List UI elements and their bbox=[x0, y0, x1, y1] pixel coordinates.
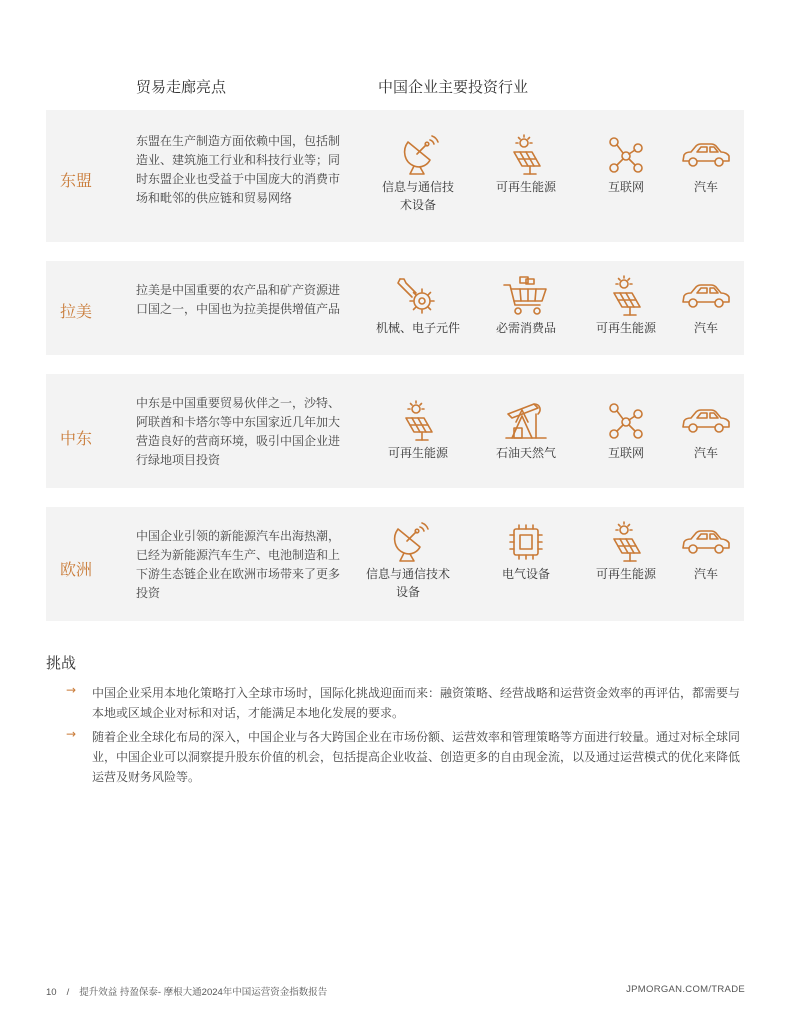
industry-item bbox=[368, 400, 468, 462]
region-row-europe bbox=[46, 507, 744, 621]
industry-label: 石油天然气 bbox=[495, 446, 556, 460]
solar-panel-icon bbox=[500, 134, 552, 176]
industry-item bbox=[656, 521, 756, 583]
industry-label: 信息与通信技术设备 bbox=[381, 180, 454, 212]
industry-item bbox=[656, 134, 756, 196]
solar-panel-icon bbox=[600, 275, 652, 317]
page-footer bbox=[0, 984, 791, 1000]
industry-label: 信息与通信技术设备 bbox=[366, 567, 451, 599]
industry-label: 互联网 bbox=[607, 446, 644, 460]
industry-label: 汽车 bbox=[693, 567, 718, 581]
industry-label: 可再生能源 bbox=[595, 567, 656, 581]
column-header-highlights: 贸易走廊亮点 bbox=[136, 78, 227, 96]
industry-label: 互联网 bbox=[607, 180, 644, 194]
oil-pump-icon bbox=[500, 400, 552, 442]
page-number: 10 bbox=[46, 987, 57, 998]
region-description: 中国企业引领的新能源汽车出海热潮，已经为新能源汽车生产、电池制造和上下游生态链企业在欧洲市场带来了更多投资 bbox=[136, 529, 341, 600]
industry-item bbox=[656, 400, 756, 462]
region-description: 东盟在生产制造方面依赖中国，包括制造业、建筑施工行业和科技行业等；同时东盟企业也受益于中国庞大的消费市场和毗邻的供应链和贸易网络 bbox=[136, 134, 341, 205]
table-header bbox=[0, 76, 791, 100]
region-row-middle-east bbox=[46, 374, 744, 488]
challenges-heading: 挑战 bbox=[46, 654, 77, 672]
shopping-cart-icon bbox=[500, 275, 552, 317]
industry-item bbox=[476, 521, 576, 583]
solar-panel-icon bbox=[392, 400, 444, 442]
region-name: 拉美 bbox=[60, 302, 93, 321]
industry-label: 汽车 bbox=[693, 446, 718, 460]
industry-item bbox=[358, 521, 458, 601]
arrow-right-icon: → bbox=[66, 683, 77, 697]
industry-item bbox=[476, 134, 576, 196]
footer-separator: / bbox=[66, 987, 70, 998]
region-description: 中东是中国重要贸易伙伴之一，沙特、阿联酋和卡塔尔等中东国家近几年加大营造良好的营商环境，吸引中国企业进行绿地项目投资 bbox=[136, 396, 341, 467]
industry-label: 可再生能源 bbox=[595, 321, 656, 335]
industry-label: 汽车 bbox=[693, 321, 718, 335]
industry-label: 电气设备 bbox=[501, 567, 550, 581]
network-icon bbox=[600, 134, 652, 176]
industry-item bbox=[368, 134, 468, 214]
car-icon bbox=[680, 134, 732, 176]
car-icon bbox=[680, 275, 732, 317]
industry-item bbox=[476, 275, 576, 337]
industry-item bbox=[476, 400, 576, 462]
industry-label: 机械、电子元件 bbox=[375, 321, 460, 335]
car-icon bbox=[680, 521, 732, 563]
region-description: 拉美是中国重要的农产品和矿产资源进口国之一，中国也为拉美提供增值产品 bbox=[136, 283, 341, 316]
industry-label: 必需消费品 bbox=[495, 321, 556, 335]
region-name: 中东 bbox=[60, 429, 93, 448]
region-row-latam bbox=[46, 261, 744, 355]
region-row-asean bbox=[46, 110, 744, 242]
car-icon bbox=[680, 400, 732, 442]
solar-panel-icon bbox=[600, 521, 652, 563]
column-header-industries: 中国企业主要投资行业 bbox=[378, 78, 529, 96]
footer-left bbox=[46, 984, 327, 998]
arrow-right-icon: → bbox=[66, 727, 77, 741]
challenge-text: 随着企业全球化布局的深入，中国企业与各大跨国企业在市场份额、运营效率和管理策略等方面进行较量。通过对标全球同业，中国企业可以洞察提升股东价值的机会，包括提高企业收益、创造更多的自由现金流，以及通过运营模式的优化来降低运营及财务风险等。 bbox=[92, 730, 741, 784]
industry-label: 汽车 bbox=[693, 180, 718, 194]
satellite-dish-icon bbox=[392, 134, 444, 176]
chip-icon bbox=[500, 521, 552, 563]
region-name: 东盟 bbox=[60, 171, 93, 190]
industry-item bbox=[368, 275, 468, 337]
industry-label: 可再生能源 bbox=[387, 446, 448, 460]
industry-label: 可再生能源 bbox=[495, 180, 556, 194]
challenge-text: 中国企业采用本地化策略打入全球市场时，国际化挑战迎面而来：融资策略、经营战略和运营资金效率的再评估，都需要与本地或区域企业对标和对话，才能满足本地化发展的要求。 bbox=[92, 686, 741, 720]
region-name: 欧洲 bbox=[60, 560, 93, 579]
satellite-dish-icon bbox=[382, 521, 434, 563]
industry-item bbox=[656, 275, 756, 337]
report-title: 提升效益 持盈保泰- 摩根大通2024年中国运营资金指数报告 bbox=[79, 987, 328, 998]
gear-wrench-icon bbox=[392, 275, 444, 317]
footer-site-link[interactable]: JPMORGAN.COM/TRADE bbox=[626, 984, 745, 995]
network-icon bbox=[600, 400, 652, 442]
